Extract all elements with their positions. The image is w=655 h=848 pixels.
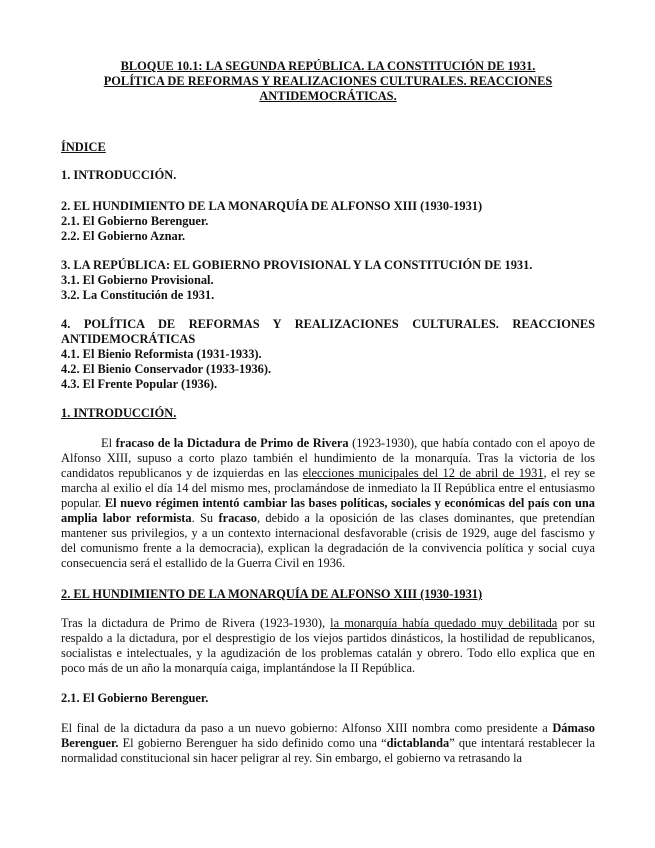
intro-bold-3: fracaso [218,511,257,525]
section2-1-text-1: El final de la dictadura da paso a un nuevo gobierno: Alfonso XIII nombra como presidente a [61,721,553,735]
title-line-3: ANTIDEMOCRÁTICAS. [259,89,397,103]
section2-1-text-2: El gobierno Berenguer ha sido definido como una “ [118,736,387,750]
index-item-4: 4. POLÍTICA DE REFORMAS Y REALIZACIONES CULTURALES. REACCIONES [61,317,595,331]
index-item-3: 3. LA REPÚBLICA: EL GOBIERNO PROVISIONAL Y LA CONSTITUCIÓN DE 1931. [61,258,533,272]
index-item-4-1: 4.1. El Bienio Reformista (1931-1933). [61,347,262,361]
intro-text-1: El [101,436,116,450]
index-item-1: 1. INTRODUCCIÓN. [61,168,177,182]
intro-text-5: , debido a la oposición de las clases dominantes, que pretendían mantener sus privilegios, y a un contexto internacional desfavorable (crisis de 1929, auge del fascismo y del comunismo frente a la democracia), explican la degradación de la convivencia política y social cuya consecuencia será el estallido de la Guerra Civil en 1936. [61,511,595,570]
index-item-3-2: 3.2. La Constitución de 1931. [61,288,215,302]
intro-text-2: (1923-1930), que había contado con el apoyo de Alfonso XIII, supuso a corto plazo también el hundimiento de la monarquía. Tras la victoria de los candidatos republicanos y de izquierdas en las [61,436,596,480]
index-section [61,140,595,392]
section2-underline-1: la monarquía había quedado muy debilitada [330,616,558,630]
section2-text-1: Tras la dictadura de Primo de Rivera (1923-1930), [61,616,331,630]
title-line-2: POLÍTICA DE REFORMAS Y REALIZACIONES CULTURALES. REACCIONES [103,74,553,88]
section2-1-paragraph [61,721,595,766]
section2-paragraph [61,616,595,676]
intro-heading: 1. INTRODUCCIÓN. [61,406,177,420]
document-title [61,59,595,104]
section2-1-heading: 2.1. El Gobierno Berenguer. [61,691,209,705]
index-item-4-2: 4.2. El Bienio Conservador (1933-1936). [61,362,272,376]
intro-text-3: , el rey se marcha al exilio el día 14 del mismo mes, proclamándose de inmediato la II República entre el entusiasmo popular. [61,466,595,510]
index-item-4-3: 4.3. El Frente Popular (1936). [61,377,218,391]
intro-bold-1: fracaso de la Dictadura de Primo de Rivera [115,436,349,450]
intro-text-4: . Su [191,511,219,525]
section2-1-text-3: ” que intentará restablecer la normalidad constitucional sin hacer peligrar al rey. Sin embargo, el gobierno va retrasando la [61,736,595,765]
document-page [61,59,595,766]
intro-underline-1: elecciones municipales del 12 de abril de 1931 [302,466,544,480]
section2-heading: 2. EL HUNDIMIENTO DE LA MONARQUÍA DE ALFONSO XIII (1930-1931) [61,587,483,601]
section2-text-2: por su respaldo a la dictadura, por el desprestigio de los viejos partidos dinásticos, la hostilidad de republicanos, socialistas e intelectuales, y la agudización de los problemas catalán y obrero. Todo ello explica que en poco más de un año la monarquía caiga, implantándose la II República. [61,616,595,675]
section2-1-bold-1: Dámaso Berenguer. [61,721,595,750]
index-heading: ÍNDICE [61,140,106,154]
section2-1-bold-2: dictablanda [386,736,450,750]
index-item-2-2: 2.2. El Gobierno Aznar. [61,229,186,243]
index-item-3-1: 3.1. El Gobierno Provisional. [61,273,214,287]
index-item-2-1: 2.1. El Gobierno Berenguer. [61,214,209,228]
title-line-1: BLOQUE 10.1: LA SEGUNDA REPÚBLICA. LA CONSTITUCIÓN DE 1931. [120,59,536,73]
intro-paragraph [61,436,595,571]
index-item-4-cont: ANTIDEMOCRÁTICAS [61,332,196,346]
intro-bold-2: El nuevo régimen intentó cambiar las bases políticas, sociales y económicas del país con una amplia labor reformista [61,496,595,525]
index-item-2: 2. EL HUNDIMIENTO DE LA MONARQUÍA DE ALFONSO XIII (1930-1931) [61,199,483,213]
